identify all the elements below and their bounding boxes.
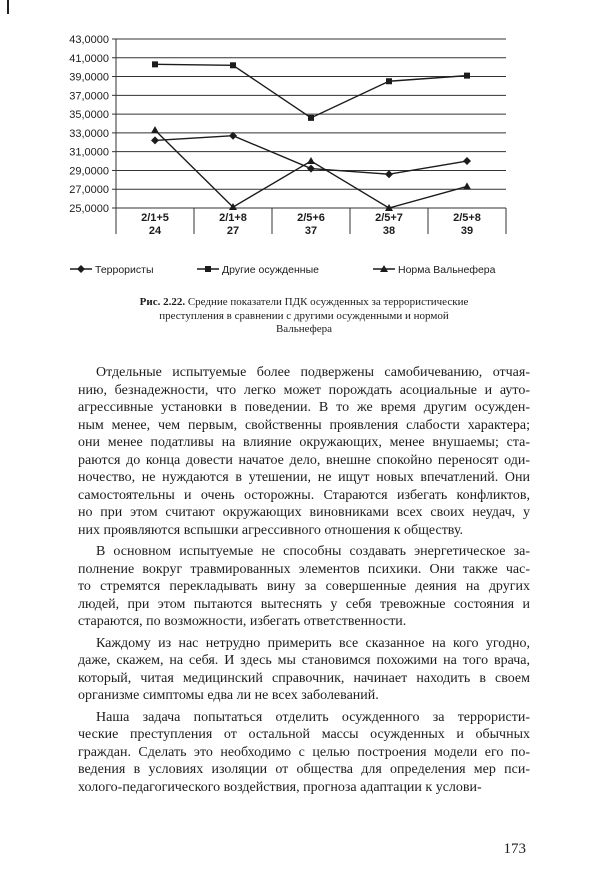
text-line: Наша задача попытаться отделить осужденного за террористи- [96, 709, 530, 725]
figure-number: Рис. 2.22. [139, 296, 186, 308]
y-axis-ticks [69, 34, 116, 215]
paragraph [78, 543, 530, 631]
series-1-point [463, 157, 471, 165]
y-tick-label: 39,0000 [69, 71, 109, 84]
x-category-label: 2/5+6 [297, 212, 325, 224]
y-tick-label: 43,0000 [69, 34, 109, 46]
text-line: ческие преступления от остальной массы осужденных и обычных [78, 727, 530, 742]
text-line: В основном испытуемые не способны создавать энергетическое за- [96, 544, 530, 559]
x-axis-category-table [116, 208, 506, 237]
y-tick-label: 33,0000 [69, 127, 109, 140]
text-line: людей, при этом пытаются вытеснять у себя тревожные состояния и [78, 596, 530, 612]
y-tick-label: 41,0000 [69, 52, 109, 65]
series-3-point [463, 182, 471, 189]
x-category-label: 2/1+8 [219, 212, 247, 224]
text-line: них проявляются вспышки агрессивного отношения к обществу. [78, 522, 464, 538]
text-line: даже, скажем, на себя. И здесь мы становимся похожими на того врача, [78, 653, 530, 668]
y-tick-label: 25,0000 [69, 203, 109, 215]
text-line: нию, безнадежности, что легко может порождать асоциальные и ауто- [78, 382, 530, 398]
text-line: стараются, по возможности, избегать ответственности. [78, 614, 407, 629]
legend-label: Террористы [95, 264, 154, 276]
text-line: самостоятельны и очень осторожны. Стараются избегать конфликтов, [78, 487, 530, 503]
caption-line-2: преступления в сравнении с другими осужденными и нормой [159, 309, 449, 322]
text-line: граждан. Сделать это необходимо с целью построения модели его по- [78, 744, 530, 760]
caption-text-1: Средние показатели ПДК осужденных за террористические [187, 296, 469, 308]
x-category-label: 2/1+5 [141, 212, 169, 224]
text-line: агрессивные установки в поведении. В то же время другим осужден- [78, 400, 530, 415]
text-line: Отдельные испытуемые более подвержены самобичеванию, отчая- [96, 365, 530, 380]
x-category-label: 2/5+8 [453, 212, 481, 224]
y-tick-label: 35,0000 [69, 109, 109, 122]
series-2-point [386, 78, 392, 84]
line-chart [0, 0, 612, 290]
series-2-point [464, 73, 470, 79]
text-line: ным менее, чем первым, свойственны проявления слабости характера; [78, 417, 530, 433]
y-tick-label: 37,0000 [69, 90, 109, 103]
x-category-count: 24 [148, 225, 162, 237]
series-3-point [307, 157, 315, 164]
text-line: который, читая медицинский справочник, начинает находить в своем [78, 670, 530, 686]
series-2-point [308, 115, 314, 121]
series-1-point [307, 165, 315, 173]
series-3-point [151, 126, 159, 133]
x-category-count: 39 [460, 225, 474, 237]
x-category-label: 2/5+7 [375, 212, 403, 224]
body-text [78, 364, 530, 800]
chart-legend [70, 264, 496, 276]
text-line: организме симптомы едва ли не всех заболеваний. [78, 688, 379, 703]
caption-line-1 [84, 296, 524, 310]
series-2-point [152, 61, 158, 67]
legend-label: Норма Вальнефера [398, 264, 496, 276]
text-line: ночество, не нуждаются в утешении, не ищут новых впечатлений. Они [78, 470, 530, 485]
paragraph [78, 364, 530, 539]
text-line: полнение вокруг травмированных элементов психики. Они также час- [78, 561, 530, 577]
x-category-count: 27 [226, 225, 240, 237]
page-number: 173 [503, 841, 526, 857]
text-line: но при этом считают окружающих виновниками всех своих неудач, у [78, 505, 530, 520]
x-category-count: 38 [382, 225, 396, 237]
text-line: холого-педагогического воздействия, прогноза адаптации к услови- [78, 779, 482, 795]
y-tick-label: 27,0000 [69, 184, 109, 197]
y-tick-label: 31,0000 [69, 146, 109, 159]
paragraph [78, 709, 530, 797]
text-line: Каждому из нас нетрудно примерить все сказанное на кого угодно, [96, 635, 530, 651]
legend-label: Другие осужденные [222, 264, 319, 276]
legend-marker [77, 265, 85, 273]
series-1-point [385, 170, 393, 178]
series-1-point [151, 136, 159, 144]
text-line: они менее податливы на влияние окружающих, менее внушаемы; ста- [78, 435, 530, 450]
y-tick-label: 29,0000 [69, 165, 109, 178]
text-line: ведения в условиях изоляции от общества для определения мер пси- [78, 762, 530, 777]
chart-series [151, 61, 471, 211]
series-2-point [230, 62, 236, 68]
text-line: раются до конца довести начатое дело, внешне спокойно переносят оди- [78, 452, 530, 468]
caption-line-3: Вальнефера [275, 323, 333, 335]
x-category-count: 37 [304, 225, 318, 237]
series-line-2 [155, 64, 467, 118]
paragraph [78, 635, 530, 705]
legend-marker [205, 266, 211, 272]
text-line: то стремятся перекладывать вину за совершенные деяния на других [78, 579, 530, 594]
figure-caption [84, 296, 524, 337]
